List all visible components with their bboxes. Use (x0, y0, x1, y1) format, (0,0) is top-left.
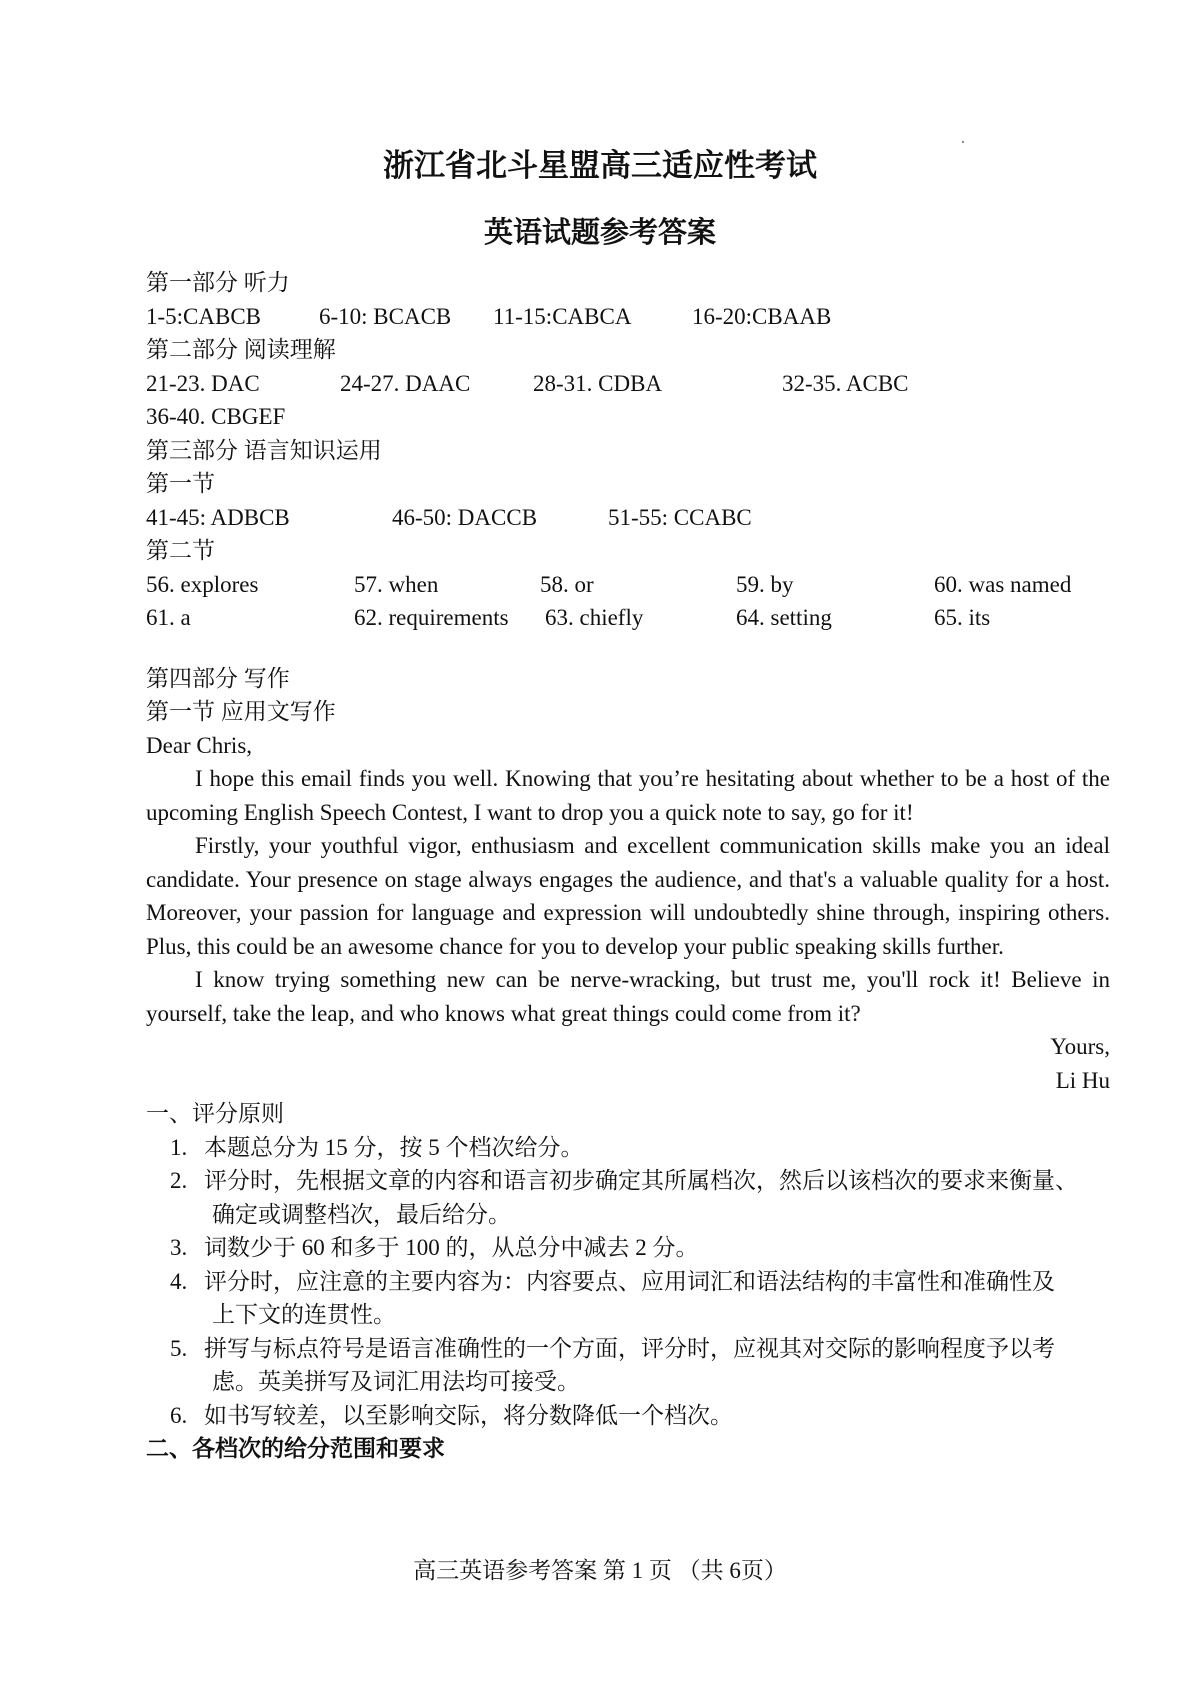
letter-greeting: Dear Chris, (146, 732, 253, 758)
part1-heading: 第一部分 听力 (146, 270, 290, 295)
scoring-rule (146, 1131, 1110, 1165)
part3-section1-heading: 第一节 (146, 471, 215, 496)
rule-text: 拼写与标点符号是语言准确性的一个方面，评分时，应视其对交际的影响程度予以考 (204, 1335, 1055, 1361)
rule-number: 1. (170, 1134, 188, 1160)
answer-group: 28-31. CDBA (533, 370, 663, 396)
rule-number: 5. (170, 1335, 188, 1361)
scoring-rule (146, 1399, 1110, 1433)
page-footer: 高三英语参考答案 第 1 页 （共 6页） (413, 1558, 787, 1583)
cloze-answer: 60. was named (934, 571, 1072, 597)
cloze-answer: 64. setting (736, 605, 832, 630)
answer-group: 51-55: CCABC (608, 504, 752, 530)
scoring-rule (146, 1332, 1110, 1399)
rule-text: 评分时，应注意的主要内容为：内容要点、应用词汇和语法结构的丰富性和准确性及 (204, 1268, 1055, 1294)
answer-group: 6-10: BCACB (319, 303, 452, 329)
cloze-answer: 61. a (146, 605, 191, 630)
part2-answers-row2 (146, 400, 1110, 434)
rule-text: 如书写较差，以至影响交际，将分数降低一个档次。 (204, 1402, 733, 1428)
scoring-rule (146, 1265, 1110, 1332)
scoring-heading: 一、评分原则 (146, 1101, 284, 1126)
answer-group: 32-35. ACBC (782, 370, 909, 396)
part3-section2-row2 (146, 601, 1110, 635)
cloze-answer: 62. requirements (354, 605, 509, 630)
answer-group: 46-50: DACCB (392, 504, 538, 530)
part2-heading: 第二部分 阅读理解 (146, 337, 336, 362)
grading-levels-heading: 二、各档次的给分范围和要求 (146, 1436, 445, 1461)
answer-group: 16-20:CBAAB (692, 303, 832, 329)
part4-heading: 第四部分 写作 (146, 665, 290, 691)
rule-text-continued: 确定或调整档次，最后给分。 (212, 1201, 511, 1227)
letter-paragraph: Firstly, your youthful vigor, enthusiasm and excellent communication skills make you an ideal candidate. Your presence on stage always engages the audience, and that's a valuable quality for a host. Moreover, your passion for language and expression will undoubtedly shine through, inspiring others. Plus, this could be an awesome chance for you to develop your public speaking skills further. (146, 833, 1110, 959)
part4-section1-heading: 第一节 应用文写作 (146, 699, 336, 724)
cloze-answer: 63. chiefly (545, 605, 644, 630)
answer-group: 1-5:CABCB (146, 303, 262, 329)
answer-group: 36-40. CBGEF (146, 404, 286, 429)
rule-number: 4. (170, 1268, 188, 1294)
answer-group: 11-15:CABCA (493, 303, 632, 329)
scoring-rules (146, 1131, 1110, 1433)
rule-number: 6. (170, 1402, 188, 1428)
cloze-answer: 57. when (354, 571, 439, 597)
rule-text-continued: 上下文的连贯性。 (212, 1302, 396, 1327)
rule-number: 3. (170, 1235, 188, 1260)
scoring-rule (146, 1164, 1110, 1231)
rule-text: 词数少于 60 和多于 100 的，从总分中减去 2 分。 (204, 1235, 699, 1260)
letter-paragraph: I hope this email finds you well. Knowing that you’re hesitating about whether to be a host of the upcoming English Speech Contest, I want to drop you a quick note to say, go for it! (146, 766, 1110, 825)
exam-title: 浙江省北斗星盟高三适应性考试 (383, 148, 817, 183)
part3-section2-heading: 第二节 (146, 538, 215, 563)
answer-key-subtitle: 英语试题参考答案 (483, 217, 716, 249)
part3-section1-answers (146, 501, 1110, 535)
part2-answers-row1 (146, 367, 1110, 401)
cloze-answer: 56. explores (146, 571, 259, 597)
main-content (146, 266, 1110, 1466)
answer-group: 41-45: ADBCB (146, 504, 290, 530)
rule-text: 评分时，先根据文章的内容和语言初步确定其所属档次，然后以该档次的要求来衡量、 (204, 1168, 1078, 1193)
part3-section2-row1 (146, 568, 1110, 602)
letter-signature: Li Hu (1055, 1067, 1110, 1093)
part1-answers (146, 300, 1110, 334)
scoring-rule (146, 1231, 1110, 1265)
answer-group: 21-23. DAC (146, 370, 260, 396)
letter-closing: Yours, (1050, 1034, 1110, 1059)
rule-number: 2. (170, 1168, 188, 1193)
rule-text-continued: 虑。英美拼写及词汇用法均可接受。 (212, 1369, 580, 1394)
cloze-answer: 65. its (934, 605, 991, 630)
answer-group: 24-27. DAAC (340, 370, 471, 396)
letter-paragraph: I know trying something new can be nerve-wracking, but trust me, you'll rock it! Believe in yourself, take the leap, and who knows what great things could come from it? (146, 967, 1110, 1026)
cloze-answer: 59. by (736, 571, 794, 597)
rule-text: 本题总分为 15 分，按 5 个档次给分。 (204, 1134, 584, 1160)
cloze-answer: 58. or (540, 571, 594, 597)
part3-heading: 第三部分 语言知识运用 (146, 437, 382, 463)
